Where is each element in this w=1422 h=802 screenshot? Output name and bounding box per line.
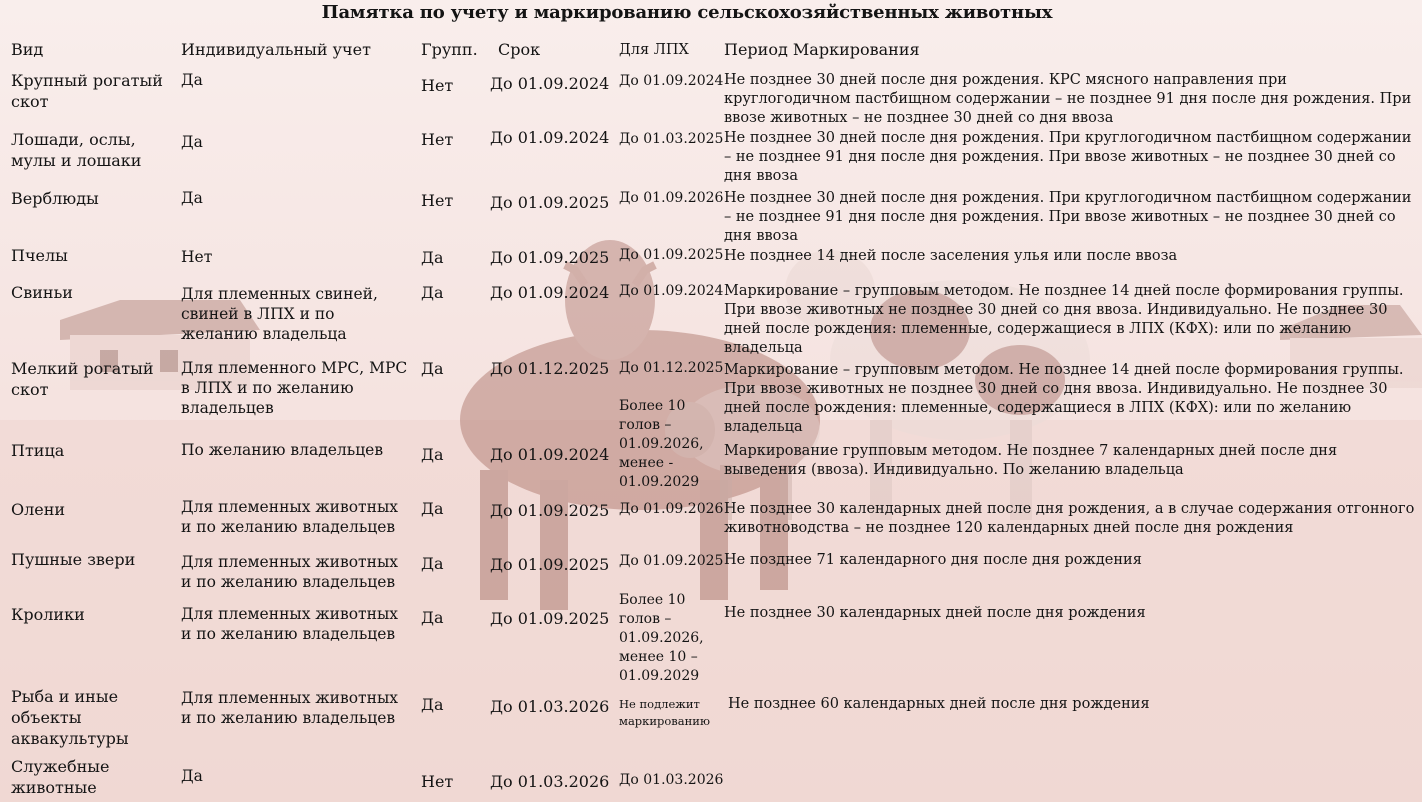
row-group: Да: [421, 359, 444, 378]
row-period: Не позднее 60 календарных дней после дня рождения: [728, 696, 1150, 712]
row-period: Не позднее 30 дней после дня рождения. При круглогодичном пастбищном содержании – не позднее 91 дня после дня рождения. При ввозе животных – не позднее 30 дней со дня ввоза: [724, 130, 1412, 184]
row-group: Да: [421, 445, 444, 464]
row-species: Кролики: [11, 605, 85, 624]
row-individual: По желанию владельцев: [181, 441, 384, 459]
row-species: Лошади, ослы, мулы и лошаки: [11, 130, 142, 170]
row-term: До 01.09.2025: [490, 609, 610, 628]
row-individual: Да: [181, 189, 203, 207]
row-individual: Для племенных свиней, свиней в ЛПХ и по желанию владельца: [181, 285, 378, 343]
row-period: Не позднее 30 дней после дня рождения. КРС мясного направления при круглогодичном пастбищном содержании – не позднее 91 дня после дня рождения. При ввозе животных – не позднее 30 дней со дня ввоза: [724, 72, 1412, 126]
row-term: До 01.09.2024: [490, 128, 610, 147]
row-period: Маркирование групповым методом. Не позднее 7 календарных дней после дня выведения (ввоза). Индивидуально. По желанию владельца: [724, 443, 1338, 478]
row-group: Да: [421, 608, 444, 627]
row-individual: Для племенного МРС, МРС в ЛПХ и по желанию владельцев: [181, 359, 408, 417]
row-group: Нет: [421, 130, 454, 149]
row-species: Олени: [11, 500, 66, 519]
row-lph: До 01.09.2026: [619, 501, 724, 517]
row-period: Не позднее 71 календарного дня после дня рождения: [724, 552, 1142, 568]
row-individual: Да: [181, 767, 203, 785]
row-species: Пчелы: [11, 246, 68, 265]
row-term: До 01.09.2024: [490, 445, 610, 464]
row-term: До 01.12.2025: [490, 359, 610, 378]
header-period: Период Маркирования: [724, 40, 920, 59]
row-lph: До 01.09.2025: [619, 247, 724, 263]
row-lph-extra: Более 10 голов – 01.09.2026, менее - 01.09.2029: [619, 398, 704, 490]
row-group: Да: [421, 248, 444, 267]
row-lph: Не подлежит маркированию: [619, 697, 710, 728]
row-individual: Для племенных животных и по желанию владельцев: [181, 553, 399, 591]
row-individual: Для племенных животных и по желанию владельцев: [181, 689, 399, 727]
row-individual: Для племенных животных и по желанию владельцев: [181, 605, 399, 643]
row-species: Крупный рогатый скот: [11, 71, 163, 111]
row-individual: Да: [181, 71, 203, 89]
row-term: До 01.09.2025: [490, 555, 610, 574]
row-species: Верблюды: [11, 189, 99, 208]
row-lph: До 01.09.2024: [619, 283, 724, 299]
row-lph: До 01.09.2025: [619, 553, 724, 569]
page-title: Памятка по учету и маркированию сельскохозяйственных животных: [321, 2, 1053, 23]
row-period: Не позднее 30 дней после дня рождения. При круглогодичном пастбищном содержании – не позднее 91 дня после дня рождения. При ввозе животных – не позднее 30 дней со дня ввоза: [724, 190, 1412, 244]
header-lph: Для ЛПХ: [619, 42, 689, 58]
row-individual: Для племенных животных и по желанию владельцев: [181, 498, 399, 536]
row-group: Да: [421, 695, 444, 714]
row-period: Не позднее 14 дней после заселения улья или после ввоза: [724, 248, 1178, 264]
row-individual: Нет: [181, 248, 213, 266]
header-group: Групп.: [421, 40, 478, 59]
row-species: Рыба и иные объекты аквакультуры: [11, 687, 129, 748]
row-group: Нет: [421, 772, 454, 791]
row-individual: Да: [181, 133, 203, 151]
header-species: Вид: [11, 40, 44, 59]
header-term: Срок: [498, 40, 541, 59]
row-term: До 01.09.2024: [490, 74, 610, 93]
row-species: Мелкий рогатый скот: [11, 359, 154, 399]
row-group: Нет: [421, 191, 454, 210]
header-individual: Индивидуальный учет: [181, 40, 371, 59]
row-lph: До 01.03.2025: [619, 131, 724, 147]
row-period: Маркирование – групповым методом. Не позднее 14 дней после формирования группы. При ввозе животных не позднее 30 дней со дня ввоза. Индивидуально. Не позднее 30 дней после рождения: племенные, содержащиеся в ЛПХ (КФХ): или по желанию владельца: [724, 283, 1404, 356]
row-term: До 01.03.2026: [490, 697, 610, 716]
row-period: Маркирование – групповым методом. Не позднее 14 дней после формирования группы. При ввозе животных не позднее 30 дней со дня ввоза. Индивидуально. Не позднее 30 дней после рождения: племенные, содержащиеся в ЛПХ (КФХ): или по желанию владельца: [724, 362, 1404, 435]
row-lph: До 01.03.2026: [619, 772, 724, 788]
row-term: До 01.09.2025: [490, 501, 610, 520]
row-species: Пушные звери: [11, 550, 136, 569]
row-group: Да: [421, 283, 444, 302]
row-term: До 01.03.2026: [490, 772, 610, 791]
row-lph: До 01.09.2026: [619, 190, 724, 206]
row-species: Свиньи: [11, 283, 73, 302]
row-period: Не позднее 30 календарных дней после дня рождения, а в случае содержания отгонного животноводства – не позднее 120 календарных дней после дня рождения: [724, 501, 1415, 536]
row-species: Служебные животные: [11, 757, 110, 797]
row-lph: До 01.12.2025: [619, 360, 724, 376]
row-period: Не позднее 30 календарных дней после дня рождения: [724, 605, 1146, 621]
row-term: До 01.09.2024: [490, 283, 610, 302]
row-group: Нет: [421, 76, 454, 95]
row-group: Да: [421, 499, 444, 518]
row-term: До 01.09.2025: [490, 193, 610, 212]
row-lph: Более 10 голов – 01.09.2026, менее 10 – 01.09.2029: [619, 592, 704, 684]
row-species: Птица: [11, 441, 65, 460]
row-term: До 01.09.2025: [490, 248, 610, 267]
row-lph: До 01.09.2024: [619, 73, 724, 89]
row-group: Да: [421, 554, 444, 573]
